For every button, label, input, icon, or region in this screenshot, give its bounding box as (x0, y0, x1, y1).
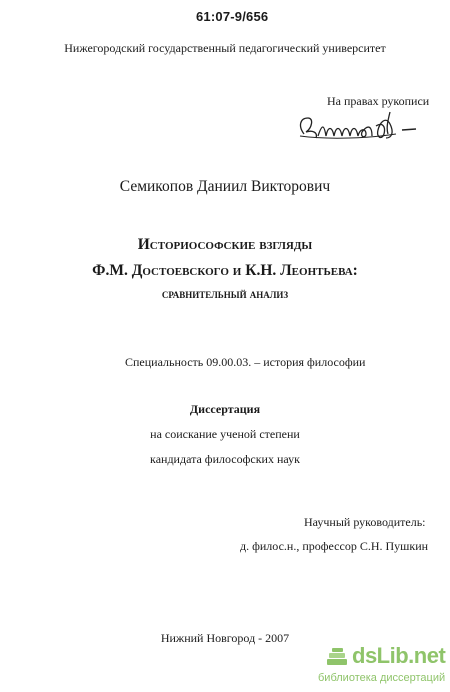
author-name: Семикопов Даниил Викторович (119, 178, 331, 195)
handwritten-signature (290, 104, 425, 152)
specialty: Специальность 09.00.03. – история философии (125, 355, 366, 369)
title-line-2: Ф.М. Достоевского и К.Н. Леонтьева: (92, 262, 358, 279)
title-line-3: сравнительный анализ (161, 287, 289, 301)
watermark-brand: dsLib.net (352, 643, 446, 668)
dissertation-label: Диссертация (189, 402, 261, 416)
advisor-name: д. филос.н., профессор С.Н. Пушкин (240, 539, 429, 553)
archive-stamp-code: 61:07-9/656 (196, 9, 269, 24)
degree-line-1: на соискание ученой степени (150, 427, 300, 441)
dslib-watermark-link[interactable] (318, 643, 446, 688)
book-stack-icon (326, 647, 348, 667)
university-name: Нижегородский государственный педагогический университет (64, 41, 386, 55)
watermark-subtitle: библиотека диссертаций (318, 672, 446, 684)
title-line-1: Историософские взгляды (137, 236, 313, 253)
advisor-label: Научный руководитель: (304, 515, 426, 529)
degree-line-2: кандидата философских наук (150, 452, 300, 466)
rights-note: На правах рукописи (327, 94, 430, 108)
city-year: Нижний Новгород - 2007 (160, 631, 290, 645)
